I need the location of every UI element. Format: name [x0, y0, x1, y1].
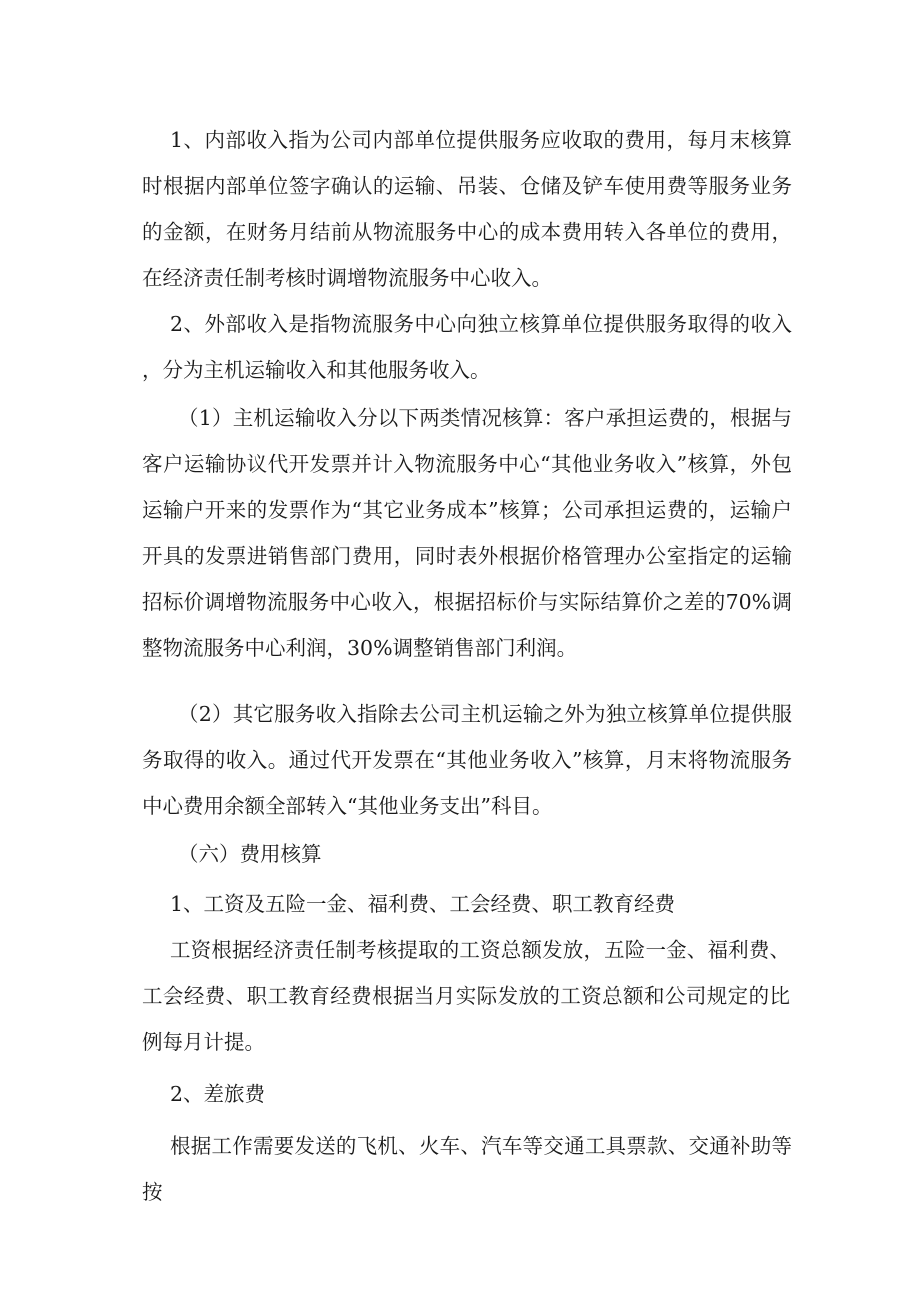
paragraph-other-service-revenue: （2）其它服务收入指除去公司主机运输之外为独立核算单位提供服务取得的收入。通过代开发票在“其他业务收入”核算，月末将物流服务中心费用余额全部转入“其他业务支出”科目。: [142, 702, 792, 818]
paragraph-external-revenue: 2、外部收入是指物流服务中心向独立核算单位提供服务取得的收入，分为主机运输收入和其他服务收入。: [142, 312, 792, 382]
paragraph-wages-and-benefits: 工资根据经济责任制考核提取的工资总额发放，五险一金、福利费、工会经费、职工教育经费根据当月实际发放的工资总额和公司规定的比例每月计提。: [142, 938, 790, 1054]
paragraph-internal-revenue: 1、内部收入指为公司内部单位提供服务应收取的费用，每月末核算时根据内部单位签字确认的运输、吊装、仓储及铲车使用费等服务业务的金额，在财务月结前从物流服务中心的成本费用转入各单位的费用，在经济责任制考核时调增物流服务中心收入。: [142, 128, 792, 290]
paragraph-main-transport-revenue: （1）主机运输收入分以下两类情况核算：客户承担运费的，根据与客户运输协议代开发票并计入物流服务中心“其他业务收入”核算，外包运输户开来的发票作为“其它业务成本”核算；公司承担运费的，运输户开具的发票进销售部门费用，同时表外根据价格管理办公室指定的运输招标价调增物流服务中心收入，根据招标价与实际结算价之差的70%调整物流服务中心利润，30%调整销售部门利润。: [142, 406, 792, 660]
subheading-wages-and-benefits: 1、工资及五险一金、福利费、工会经费、职工教育经费: [170, 892, 676, 916]
section-heading-expense-accounting: （六）费用核算: [178, 842, 322, 866]
paragraph-travel-expenses: 根据工作需要发送的飞机、火车、汽车等交通工具票款、交通补助等按: [142, 1134, 792, 1204]
subheading-travel-expenses: 2、差旅费: [170, 1082, 266, 1106]
